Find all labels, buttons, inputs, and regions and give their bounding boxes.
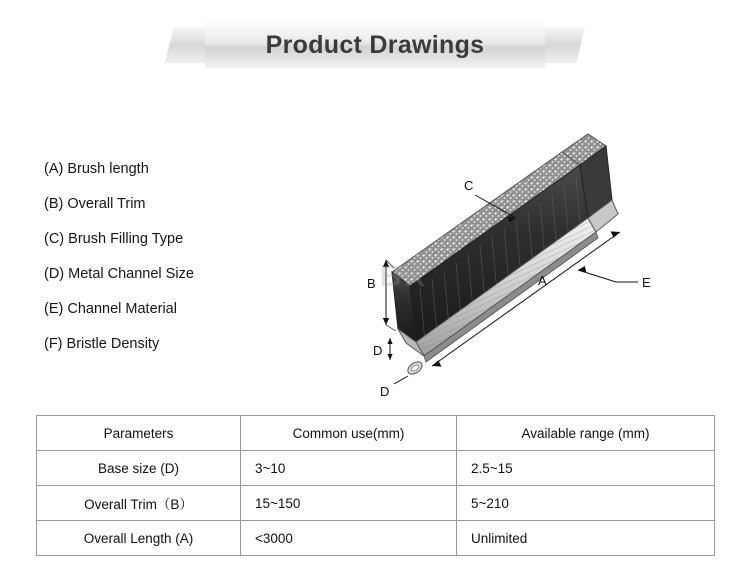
page-header [0,22,750,68]
product-drawing [320,110,720,400]
cell-common-overall-length: <3000 [241,521,457,556]
legend-item-b: (B) Overall Trim [44,196,146,212]
cell-range-overall-length: Unlimited [457,521,715,556]
parameters-table [36,415,715,556]
table-row [37,521,715,556]
cell-parameter-overall-length: Overall Length (A) [37,521,241,556]
callout-d2: D [380,384,390,399]
cell-range-base-size: 2.5~15 [457,451,715,486]
channel-cross-section [406,359,425,376]
table-header-row [37,416,715,451]
legend-list [44,160,274,370]
callout-a: A [538,273,547,288]
table-header-available-range: Available range (mm) [457,416,715,451]
table-header-parameters: Parameters [37,416,241,451]
callout-b: B [367,276,376,291]
cell-common-overall-trim: 15~150 [241,486,457,521]
parameters-table-wrap [36,415,714,556]
cell-parameter-base-size: Base size (D) [37,451,241,486]
callout-d1: D [373,343,383,358]
title-banner [205,22,545,68]
legend-item-d: (D) Metal Channel Size [44,266,194,282]
watermark-text: BR [380,260,428,293]
cell-range-overall-trim: 5~210 [457,486,715,521]
strip-brush-illustration [320,110,720,400]
legend-item-c: (C) Brush Filling Type [44,231,184,247]
table-row [37,451,715,486]
table-row [37,486,715,521]
callout-e: E [642,275,651,290]
cell-parameter-overall-trim: Overall Trim（B） [37,486,241,521]
cell-common-base-size: 3~10 [241,451,457,486]
legend-item-f: (F) Bristle Density [44,336,160,352]
page-title: Product Drawings [265,30,485,59]
callout-c: C [464,178,474,193]
table-header-common-use: Common use(mm) [241,416,457,451]
legend-item-a: (A) Brush length [44,161,149,177]
legend-item-e: (E) Channel Material [44,301,177,317]
